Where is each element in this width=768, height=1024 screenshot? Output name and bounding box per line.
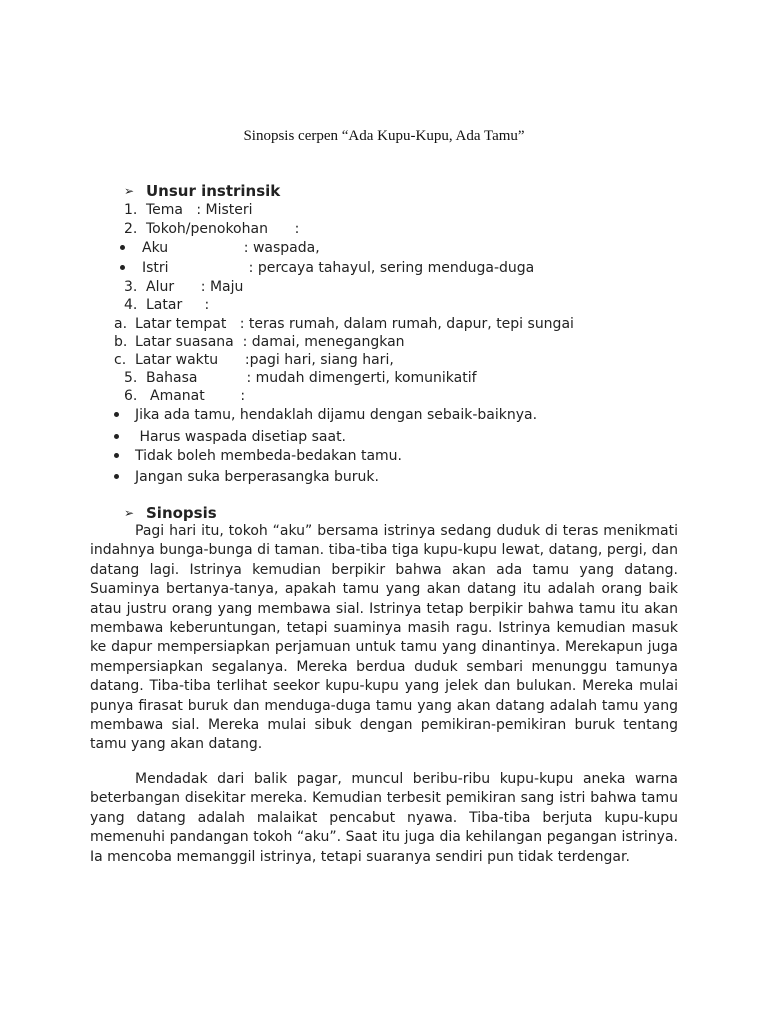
bullet-icon bbox=[114, 474, 119, 479]
amanat-item: Jangan suka berperasangka buruk. bbox=[135, 469, 379, 485]
tokoh-number: 2. bbox=[124, 221, 138, 237]
tokoh-istri: Istri : percaya tahayul, sering menduga-duga bbox=[142, 260, 535, 276]
arrow-bullet-icon: ➢ bbox=[124, 184, 135, 198]
sinopsis-paragraph-2-text: Mendadak dari balik pagar, muncul beribu-ribu kupu-kupu aneka warna beterbangan disekitar mereka. Kemudian terbesit pemikiran sang istri bahwa tamu yang datang adalah malaikat pencabut nyawa. Tiba-tiba berjuta kupu-kupu memenuhi pandangan tokoh “aku”. Saat itu juga dia kehilangan pegangan istrinya. Ia mencoba memanggil istrinya, tetapi suaranya sendiri pun tidak terdengar. bbox=[90, 771, 678, 865]
document-title: Sinopsis cerpen “Ada Kupu-Kupu, Ada Tamu” bbox=[243, 128, 525, 144]
sinopsis-paragraph-2 bbox=[90, 770, 678, 867]
latar-waktu-letter: c. bbox=[114, 352, 127, 368]
amanat-item: Jika ada tamu, hendaklah dijamu dengan sebaik-baiknya. bbox=[135, 407, 538, 423]
amanat-item: Tidak boleh membeda-bedakan tamu. bbox=[135, 448, 402, 464]
alur-line: Alur : Maju bbox=[146, 279, 244, 295]
bullet-icon bbox=[114, 412, 119, 417]
tokoh-line: Tokoh/penokohan : bbox=[146, 221, 300, 237]
tema-line: Tema : Misteri bbox=[146, 202, 253, 218]
latar-tempat: Latar tempat : teras rumah, dalam rumah, dapur, tepi sungai bbox=[135, 316, 574, 332]
bahasa-number: 5. bbox=[124, 370, 138, 386]
latar-line: Latar : bbox=[146, 297, 210, 313]
sinopsis-paragraph-1 bbox=[90, 522, 678, 755]
amanat-line: Amanat : bbox=[150, 388, 246, 404]
sinopsis-heading: Sinopsis bbox=[146, 504, 217, 522]
latar-waktu: Latar waktu :pagi hari, siang hari, bbox=[135, 352, 394, 368]
latar-suasana-letter: b. bbox=[114, 334, 128, 350]
tokoh-aku: Aku : waspada, bbox=[142, 240, 320, 256]
latar-tempat-letter: a. bbox=[114, 316, 128, 332]
bullet-icon bbox=[120, 265, 125, 270]
latar-number: 4. bbox=[124, 297, 138, 313]
tema-number: 1. bbox=[124, 202, 138, 218]
bullet-icon bbox=[114, 453, 119, 458]
unsur-heading: Unsur instrinsik bbox=[146, 182, 281, 200]
latar-suasana: Latar suasana : damai, menegangkan bbox=[135, 334, 405, 350]
amanat-item: Harus waspada disetiap saat. bbox=[135, 429, 347, 445]
bullet-icon bbox=[114, 434, 119, 439]
arrow-bullet-icon: ➢ bbox=[124, 506, 135, 520]
bahasa-line: Bahasa : mudah dimengerti, komunikatif bbox=[146, 370, 477, 386]
alur-number: 3. bbox=[124, 279, 138, 295]
sinopsis-paragraph-1-text: Pagi hari itu, tokoh “aku” bersama istrinya sedang duduk di teras menikmati indahnya bunga-bunga di taman. tiba-tiba tiga kupu-kupu lewat, datang, pergi, dan datang lagi. Istrinya kemudian berpikir bahwa akan ada tamu yang datang. Suaminya bertanya-tanya, apakah tamu yang akan datang itu adalah orang baik atau justru orang yang membawa sial. Istrinya tetap berpikir bahwa tamu itu akan membawa keberuntungan, tetapi suaminya masih ragu. Istrinya kemudian masuk ke dapur mempersiapkan perjamuan untuk tamu yang dinantinya. Merekapun juga mempersiapkan segalanya. Mereka berdua duduk sembari menunggu tamunya datang. Tiba-tiba terlihat seekor kupu-kupu yang jelek dan bulukan. Mereka mulai punya firasat buruk dan menduga-duga tamu yang akan datang adalah tamu yang membawa sial. Mereka mulai sibuk dengan pemikiran-pemikiran buruk tentang tamu yang akan datang. bbox=[90, 523, 678, 753]
bullet-icon bbox=[120, 245, 125, 250]
amanat-number: 6. bbox=[124, 388, 138, 404]
